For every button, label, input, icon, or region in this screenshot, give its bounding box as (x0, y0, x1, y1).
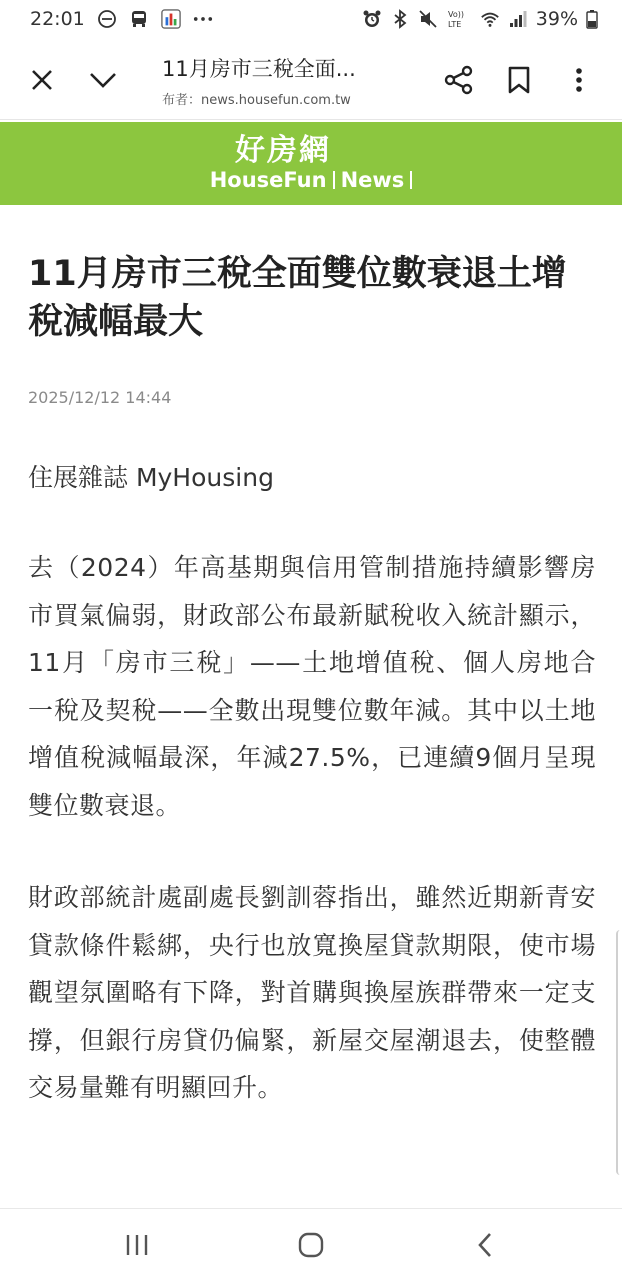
browser-toolbar (0, 40, 622, 120)
article-headline: 11月房市三稅全面雙位數衰退土增稅減幅最大 (28, 254, 567, 342)
wifi-icon (480, 9, 500, 29)
chevron-down-icon[interactable] (81, 58, 125, 102)
alarm-icon (362, 9, 382, 29)
article-timestamp: 2025/12/12 14:44 (28, 388, 172, 407)
more-menu-icon[interactable] (557, 58, 601, 102)
recent-apps-icon[interactable] (115, 1227, 159, 1263)
logo-section: News (340, 167, 405, 192)
bookmark-icon[interactable] (497, 58, 541, 102)
back-icon[interactable] (463, 1227, 507, 1263)
url-text: news.housefun.com.tw (201, 93, 351, 108)
status-bar (0, 0, 622, 38)
chart-app-icon (161, 9, 181, 29)
logo-brand: HouseFun (209, 167, 327, 192)
bus-icon (129, 9, 149, 29)
page-title: 11月房市三稅全面... (162, 57, 356, 81)
url-prefix: 布者： (162, 93, 202, 108)
scroll-indicator[interactable] (616, 930, 622, 1175)
dnd-icon (97, 9, 117, 29)
logo-chinese: 好房網 (235, 132, 331, 168)
logo-english (210, 168, 413, 192)
volte-icon (446, 9, 472, 29)
svg-text:LTE: LTE (447, 20, 462, 29)
page-url (162, 89, 412, 108)
share-icon[interactable] (437, 58, 481, 102)
battery-icon (586, 9, 598, 29)
logo-divider (333, 171, 335, 189)
logo-divider-end (410, 171, 412, 189)
more-dots-icon (193, 9, 213, 29)
system-nav-bar (0, 1208, 622, 1280)
article-source: 住展雜誌 MyHousing (28, 463, 274, 492)
close-icon[interactable] (20, 58, 64, 102)
svg-text:Vo)): Vo)) (447, 10, 464, 19)
site-banner[interactable] (0, 122, 622, 205)
signal-icon (508, 9, 528, 29)
article-paragraph: 財政部統計處副處長劉訓蓉指出，雖然近期新青安貸款條件鬆綁，央行也放寬換屋貸款期限，使市場觀望氛圍略有下降，對首購與換屋族群帶來一定支撐，但銀行房貸仍偏緊，新屋交屋潮退去，使整體交易量難有明顯回升。 (28, 883, 596, 1102)
article-paragraph: 去（2024）年高基期與信用管制措施持續影響房市買氣偏弱，財政部公布最新賦稅收入統計顯示，11月「房市三稅」——土地增值稅、個人房地合一稅及契稅——全數出現雙位數年減。其中以土地增值稅減幅最深，年減27.5%，已連續9個月呈現雙位數衰退。 (28, 553, 596, 820)
bluetooth-icon (390, 9, 410, 29)
mute-icon (418, 9, 438, 29)
page-title-block[interactable] (162, 53, 412, 108)
article (28, 250, 596, 1112)
status-time: 22:01 (30, 8, 85, 30)
home-icon[interactable] (289, 1227, 333, 1263)
battery-percent: 39% (535, 8, 578, 30)
